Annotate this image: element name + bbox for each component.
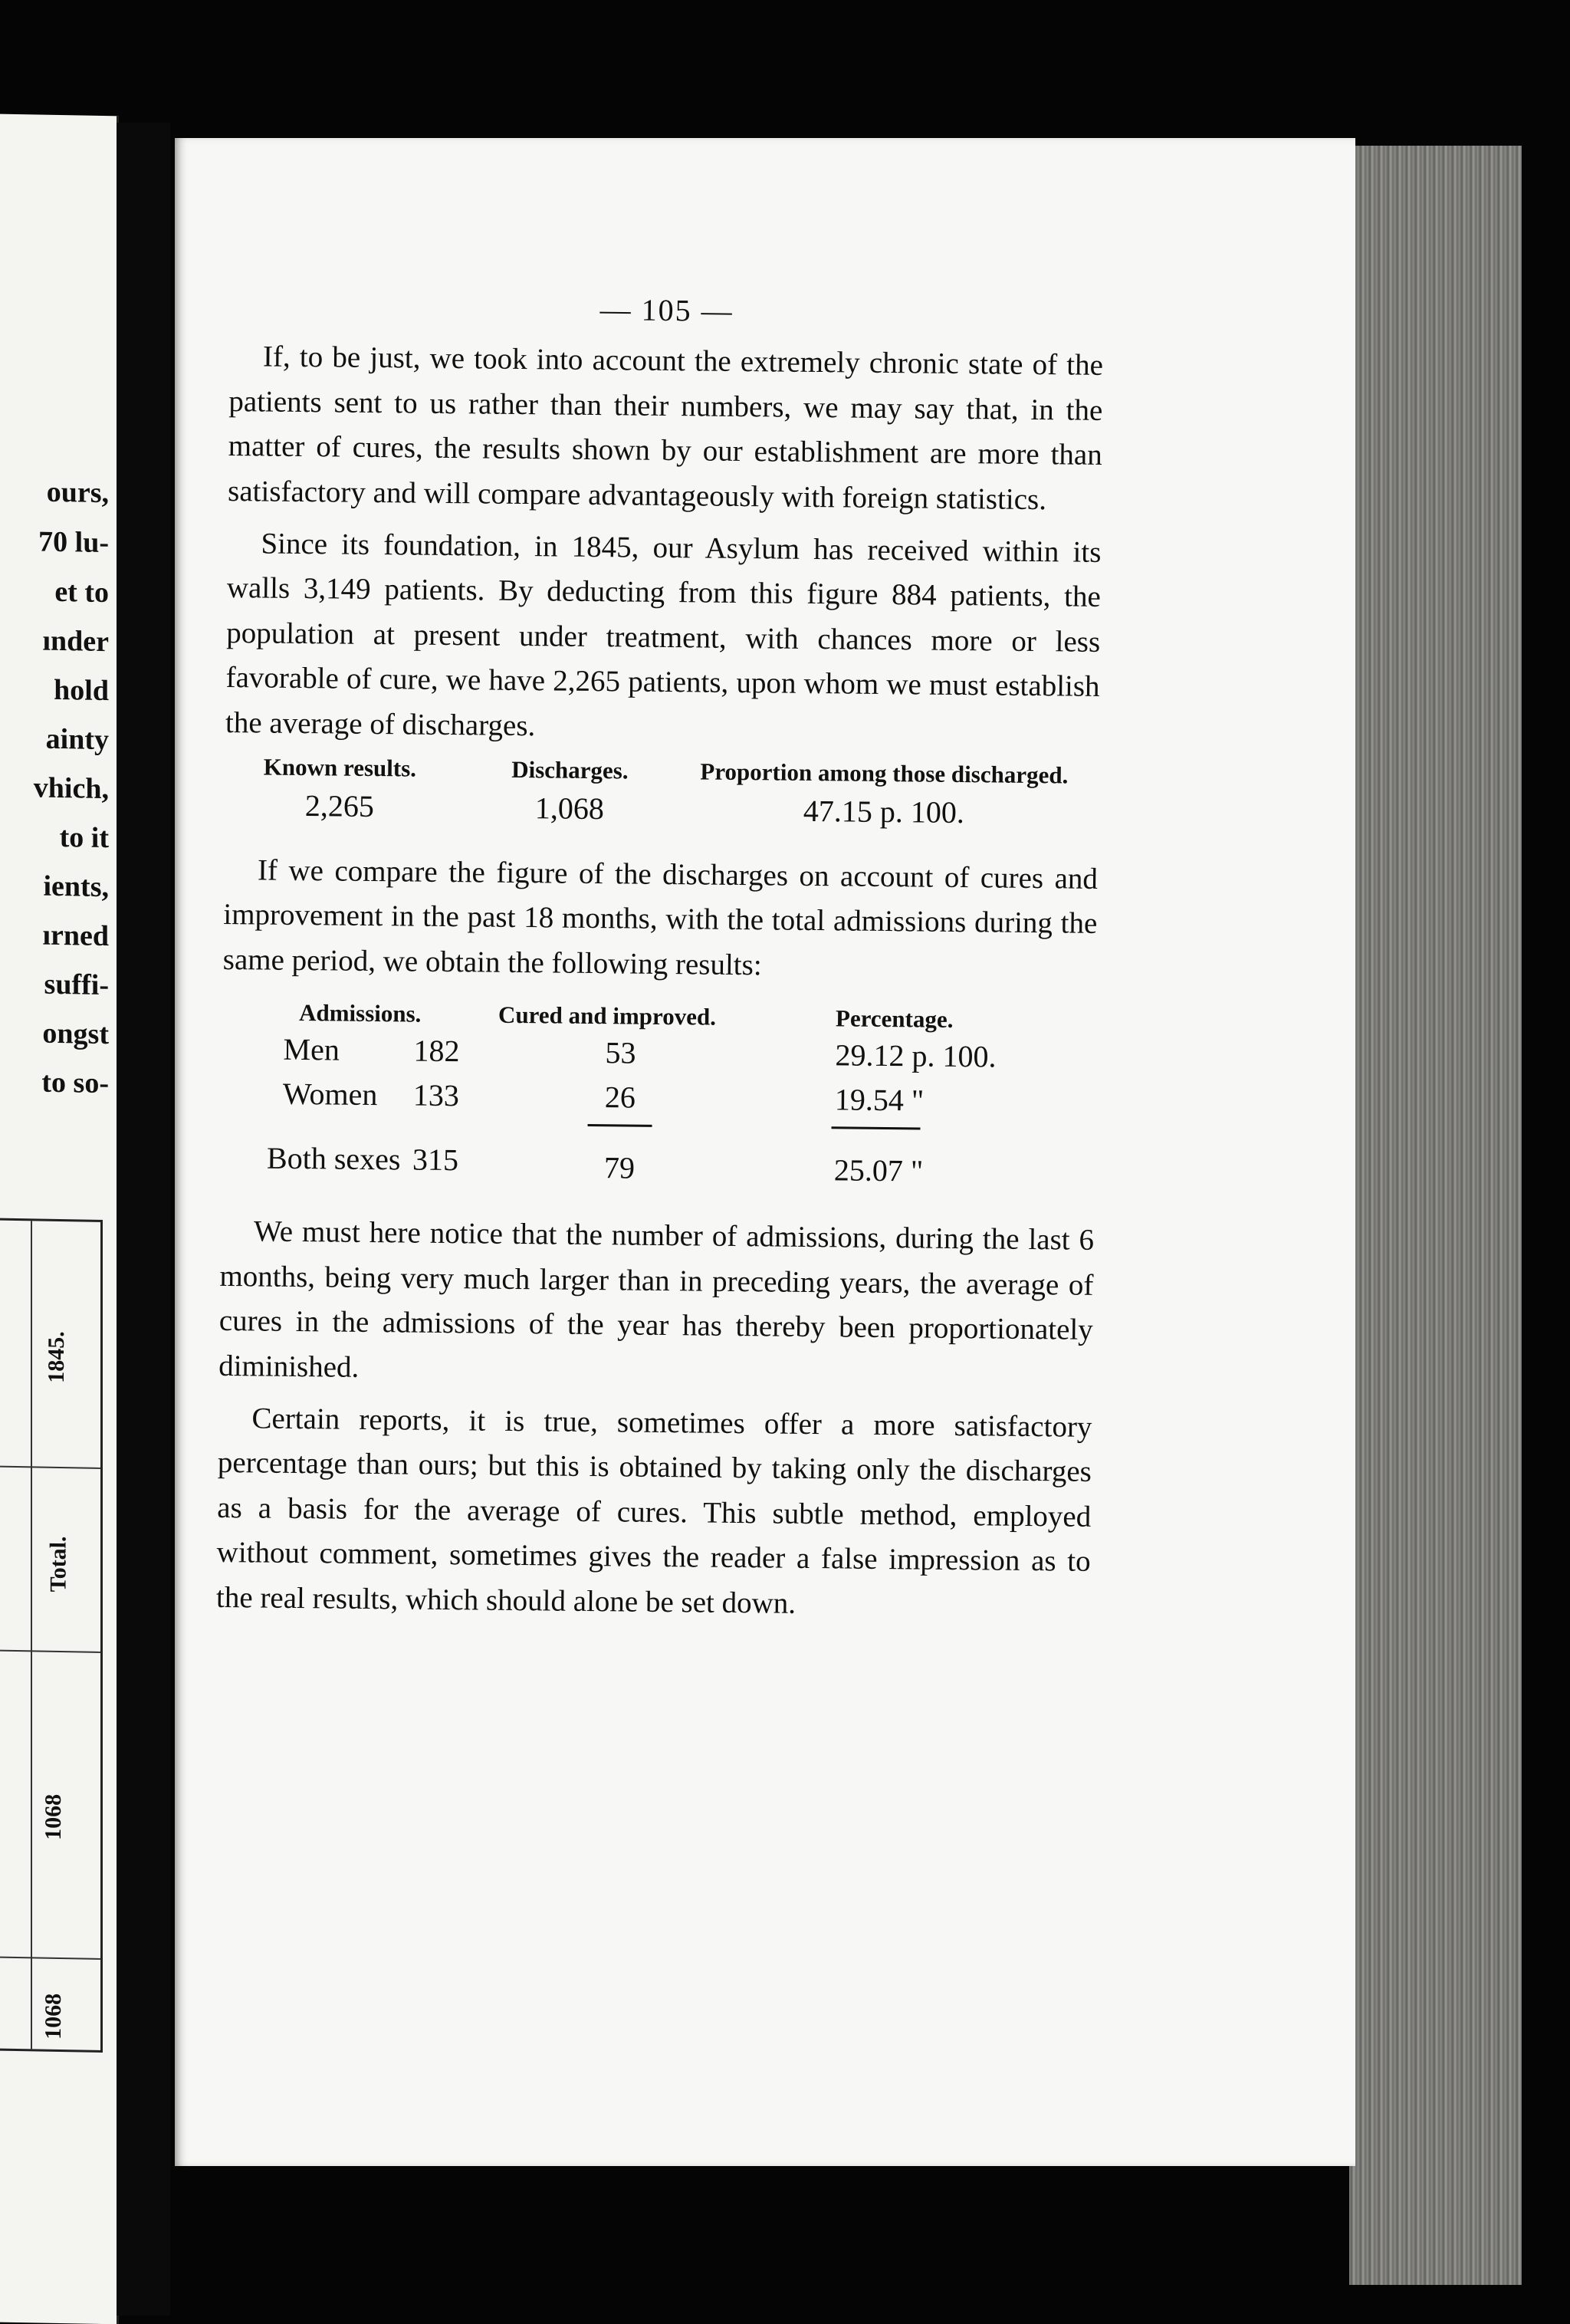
- table-rule: [31, 1221, 32, 2049]
- left-fragment: ours,: [46, 475, 109, 510]
- table-cell: 315: [412, 1142, 459, 1178]
- paragraph: If, to be just, we took into account the extremely chronic state of the patients sent to us rather than their numbers, we may say that, in the matter of cures, the results shown by our establishment are more than satisfactory and will compare advantageously with foreign statistics.: [227, 340, 1104, 516]
- table-cell: 133: [412, 1077, 460, 1113]
- table-header: Known results.: [263, 753, 417, 782]
- left-fragment: to it: [59, 821, 109, 855]
- left-fragment: suffi-: [44, 968, 109, 1002]
- table-header: Cured and improved.: [498, 1001, 717, 1031]
- table-header: Admissions.: [298, 999, 422, 1027]
- table-cell: 182: [413, 1033, 460, 1069]
- left-fragment: 70 lu-: [38, 525, 109, 560]
- table-label: 1068: [41, 1993, 66, 2040]
- table-label: 1068: [41, 1793, 66, 1841]
- left-fragment: hold: [54, 673, 109, 708]
- table-cell: 1,068: [534, 791, 605, 827]
- sum-rule: [831, 1127, 920, 1130]
- table-header: Discharges.: [511, 755, 629, 784]
- table-label: Total.: [45, 1536, 71, 1593]
- paragraph: We must here notice that the number of admissions, during the last 6 months, being very much larger than in preceding years, the average of cures in the admissions of the year has thereby been proportionately diminished.: [218, 1215, 1095, 1384]
- left-fragment: ırned: [42, 919, 109, 953]
- table-cell: 2,265: [304, 788, 375, 824]
- admissions-table: [220, 990, 1096, 1214]
- left-fragment: vhich,: [33, 771, 109, 806]
- discharges-table: [224, 751, 1099, 853]
- table-label: 1845.: [43, 1330, 69, 1383]
- table-rule: [0, 1650, 100, 1653]
- left-fragment: ongst: [42, 1017, 109, 1051]
- page-number: — 105 —: [599, 292, 734, 328]
- table-header: Percentage.: [835, 1004, 954, 1034]
- table-cell: 29.12 p. 100.: [835, 1037, 997, 1074]
- left-fragment: ients,: [43, 869, 109, 904]
- paragraph: Certain reports, it is true, sometimes offer a more satisfactory percentage than ours; but this is obtained by taking only the discharges as a basis for the average of cures. This subtle method, employed without comment, sometimes gives the reader a false impression as to the real results, which should alone be set down.: [215, 1402, 1092, 1620]
- table-rule: [0, 1957, 100, 1960]
- page-content: [216, 284, 1104, 1629]
- table-cell: 47.15 p. 100.: [803, 793, 965, 830]
- table-cell: 25.07 ": [833, 1152, 924, 1188]
- left-fragment: et to: [54, 575, 109, 610]
- paragraph: If we compare the figure of the discharges on account of cures and improvement in the past 18 months, with the total admissions during the same period, we obtain the following results:: [222, 853, 1099, 982]
- table-rule: [0, 1466, 100, 1469]
- row-label: Women: [282, 1077, 378, 1113]
- table-cell: 19.54 ": [834, 1082, 925, 1118]
- row-label: Men: [283, 1032, 340, 1067]
- left-facing-page: [0, 114, 119, 2324]
- book-page-edges: [1349, 146, 1522, 2285]
- table-cell: 26: [604, 1080, 636, 1115]
- table-header: Proportion among those discharged.: [700, 758, 1069, 789]
- left-fragment: ainty: [45, 722, 109, 757]
- paragraph: Since its foundation, in 1845, our Asylum has received within its walls 3,149 patients. By deducting from this figure 884 patients, the population at present under treatment, with chances more or less favorable of cure, we have 2,265 patients, upon whom we must establish the average of discharges.: [225, 527, 1102, 742]
- row-label: Both sexes: [266, 1140, 401, 1177]
- table-cell: 53: [605, 1035, 636, 1070]
- sum-rule: [588, 1124, 652, 1127]
- left-fragment: ınder: [42, 624, 109, 659]
- left-fragment: to so-: [41, 1066, 109, 1100]
- left-page-table: [0, 1218, 103, 2053]
- book-gutter: [117, 123, 170, 2316]
- table-cell: 79: [603, 1150, 636, 1185]
